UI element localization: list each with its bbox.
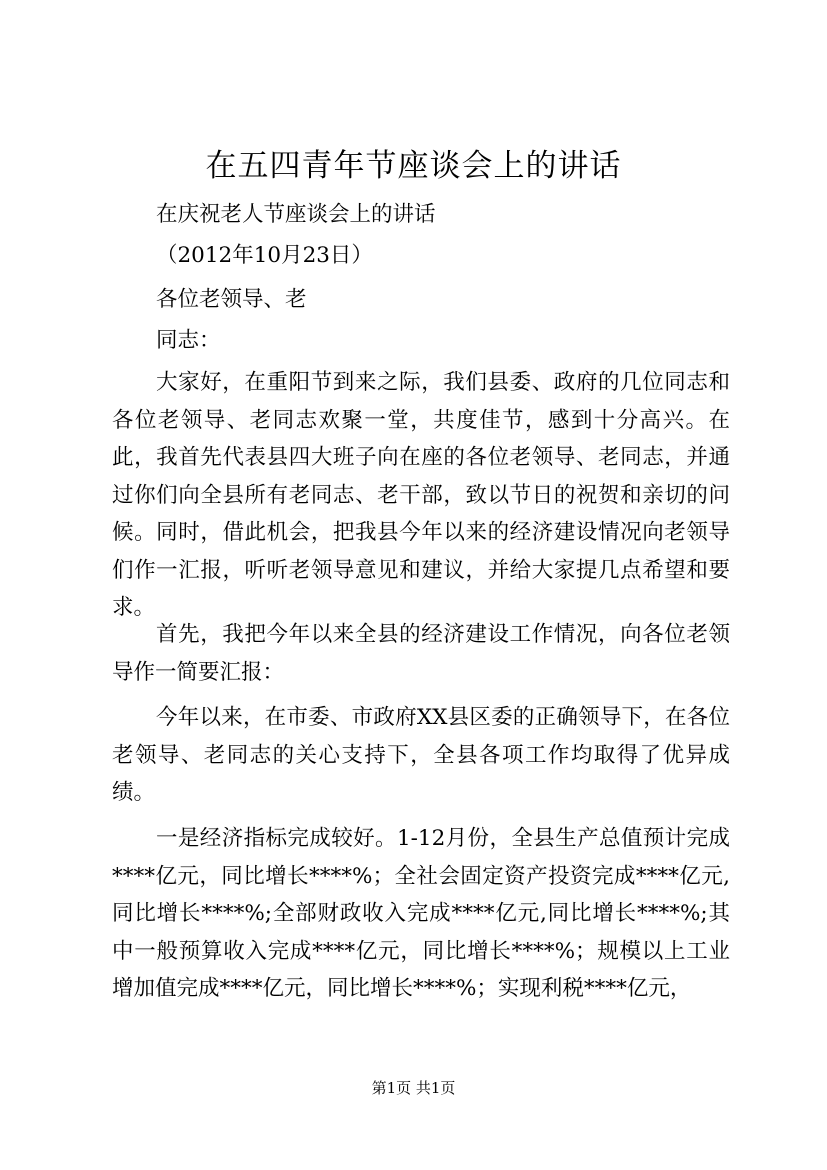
document-title: 在五四青年节座谈会上的讲话 [205, 148, 622, 184]
date-paragraph: （2012年10月23日） [156, 243, 373, 268]
report-intro-paragraph: 首先，我把今年以来全县的经济建设工作情况，向各位老领导作一简要汇报： [112, 622, 730, 685]
achievement-paragraph: 今年以来，在市委、市政府XX县区委的正确领导下，在各位老领导、老同志的关心支持下，全县各项工作均取得了优异成绩。 [112, 705, 730, 805]
page-footer: 第1页 共1页 [371, 1079, 456, 1097]
economic-indicators-paragraph: 一是经济指标完成较好。1-12月份，全县生产总值预计完成****亿元，同比增长****%；全社会固定资产投资完成****亿元,同比增长****%;全部财政收入完成****亿元,同比增长****%;其中一般预算收入完成****亿元，同比增长****%；规模以上工业增加值完成****亿元，同比增长****%；实现利税****亿元， [112, 826, 730, 1001]
salutation-continued-paragraph: 同志： [156, 328, 221, 353]
salutation-paragraph: 各位老领导、老 [156, 287, 307, 312]
subtitle-paragraph: 在庆祝老人节座谈会上的讲话 [156, 202, 436, 227]
greeting-paragraph: 大家好，在重阳节到来之际，我们县委、政府的几位同志和各位老领导、老同志欢聚一堂，共度佳节，感到十分高兴。在此，我首先代表县四大班子向在座的各位老领导、老同志，并通过你们向全县所有老同志、老干部，致以节日的祝贺和亲切的问候。同时，借此机会，把我县今年以来的经济建设情况向老领导们作一汇报，听听老领导意见和建议，并给大家提几点希望和要求。 [112, 370, 730, 620]
